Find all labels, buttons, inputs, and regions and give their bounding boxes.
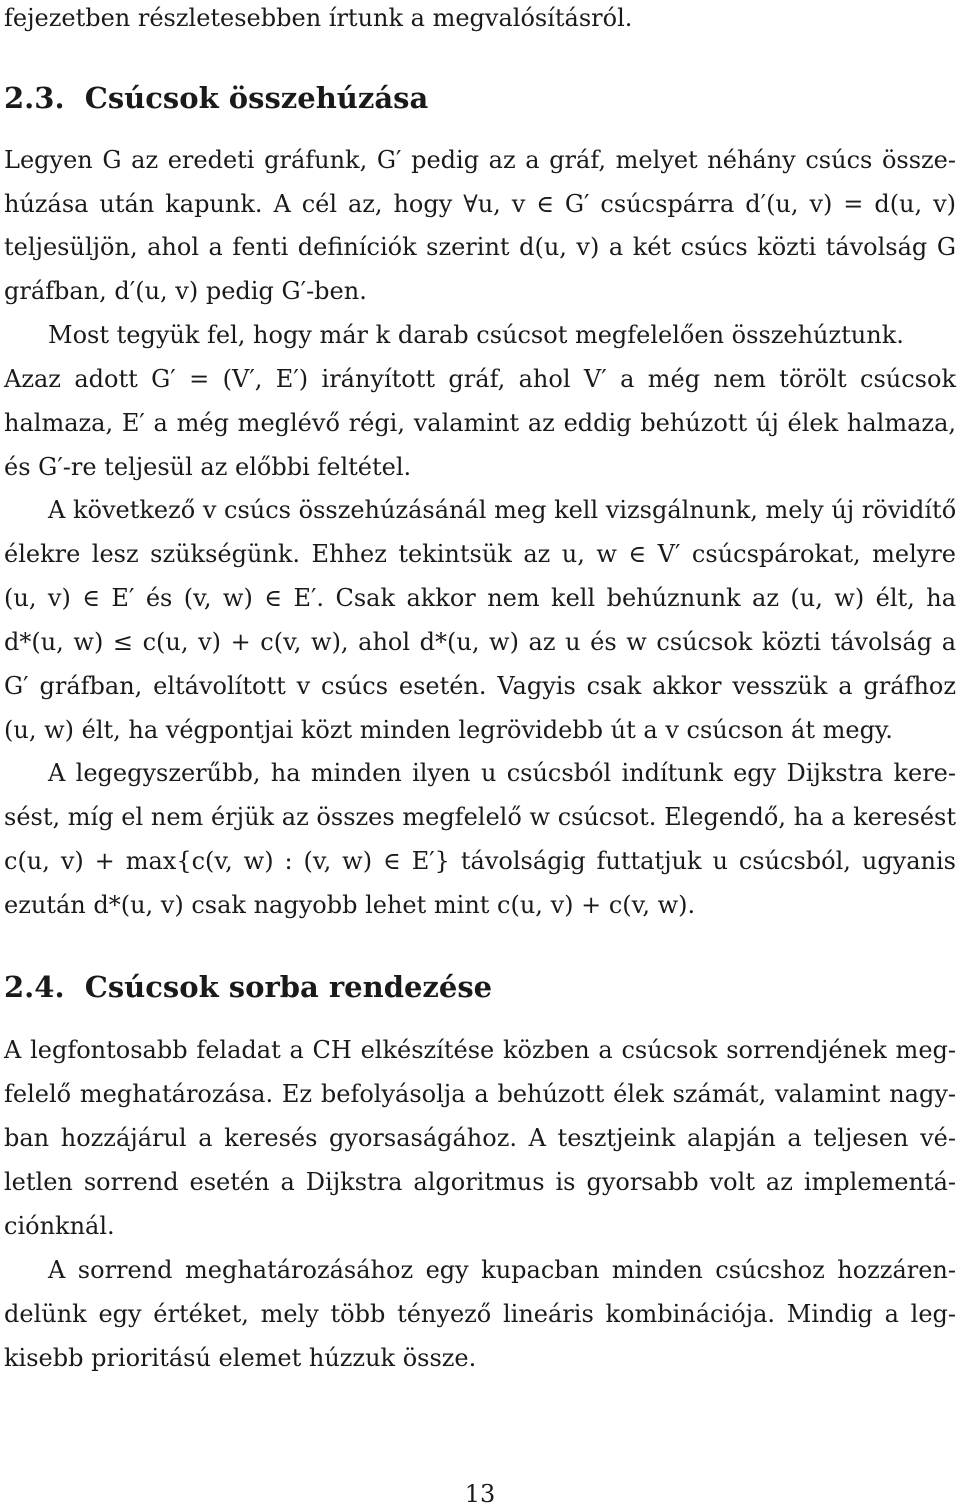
text-line: d*(u, w) ≤ c(u, v) + c(v, w), ahol d*(u, w) az u és w csúcsok közti távolság a (4, 628, 956, 656)
text-line: teljesüljön, ahol a fenti definíciók szerint d(u, v) a két csúcs közti távolság G (4, 233, 956, 261)
text-line: sést, míg el nem érjük az összes megfelelő w csúcsot. Elegendő, ha a keresést (4, 803, 956, 831)
text-line: húzása után kapunk. A cél az, hogy ∀u, v ∈ G′ csúcspárra d′(u, v) = d(u, v) (4, 190, 956, 218)
text-line: delünk egy értéket, mely több tényező lineáris kombinációja. Mindig a leg- (4, 1300, 956, 1328)
section-title: Csúcsok sorba rendezése (84, 970, 493, 1004)
text-line: letlen sorrend esetén a Dijkstra algoritmus is gyorsabb volt az implementá- (4, 1168, 956, 1196)
text-line: ciónknál. (4, 1212, 115, 1240)
text-line: (u, v) ∈ E′ és (v, w) ∈ E′. Csak akkor nem kell behúznunk az (u, w) élt, ha (4, 584, 956, 612)
text-line: G′ gráfban, eltávolított v csúcs esetén. Vagyis csak akkor vesszük a gráfhoz (4, 672, 956, 700)
text-line: c(u, v) + max{c(v, w) : (v, w) ∈ E′} távolságig futtatjuk u csúcsból, ugyanis (4, 847, 956, 875)
text-line: felelő meghatározása. Ez befolyásolja a behúzott élek számát, valamint nagy- (4, 1080, 956, 1108)
section-number: 2.4. (4, 970, 65, 1004)
text-line: élekre lesz szükségünk. Ehhez tekintsük az u, w ∈ V′ csúcspárokat, melyre (4, 540, 956, 568)
section-heading-2-3 (4, 80, 428, 116)
text-line: és G′-re teljesül az előbbi feltétel. (4, 453, 412, 481)
text-line: gráfban, d′(u, v) pedig G′-ben. (4, 277, 367, 305)
text-line: A következő v csúcs összehúzásánál meg kell vizsgálnunk, mely új rövidítő (48, 496, 957, 524)
text-line: halmaza, E′ a még meglévő régi, valamint az eddig behúzott új élek halmaza, (4, 409, 956, 437)
section-title: Csúcsok összehúzása (84, 81, 429, 115)
text-line: kisebb prioritású elemet húzzuk össze. (4, 1344, 477, 1372)
text-line: ban hozzájárul a keresés gyorsaságához. A tesztjeink alapján a teljesen vé- (4, 1124, 956, 1152)
text-line: A legfontosabb feladat a CH elkészítése közben a csúcsok sorrendjének meg- (4, 1036, 956, 1064)
text-line: A legegyszerűbb, ha minden ilyen u csúcsból indítunk egy Dijkstra kere- (48, 759, 956, 787)
text-line: A sorrend meghatározásához egy kupacban minden csúcshoz hozzáren- (48, 1256, 956, 1284)
text-line: Legyen G az eredeti gráfunk, G′ pedig az a gráf, melyet néhány csúcs össze- (4, 146, 956, 174)
page-number: 13 (464, 1480, 496, 1508)
text-line: Most tegyük fel, hogy már k darab csúcsot megfelelően összehúztunk. (48, 321, 904, 349)
text-line: Azaz adott G′ = (V′, E′) irányított gráf, ahol V′ a még nem törölt csúcsok (4, 365, 956, 393)
text-line: (u, w) élt, ha végpontjai közt minden legrövidebb út a v csúcson át megy. (4, 716, 893, 744)
section-heading-2-4 (4, 969, 492, 1005)
section-number: 2.3. (4, 81, 65, 115)
previous-paragraph-ending: fejezetben részletesebben írtunk a megvalósításról. (4, 4, 633, 32)
text-line: ezután d*(u, v) csak nagyobb lehet mint c(u, v) + c(v, w). (4, 891, 696, 919)
